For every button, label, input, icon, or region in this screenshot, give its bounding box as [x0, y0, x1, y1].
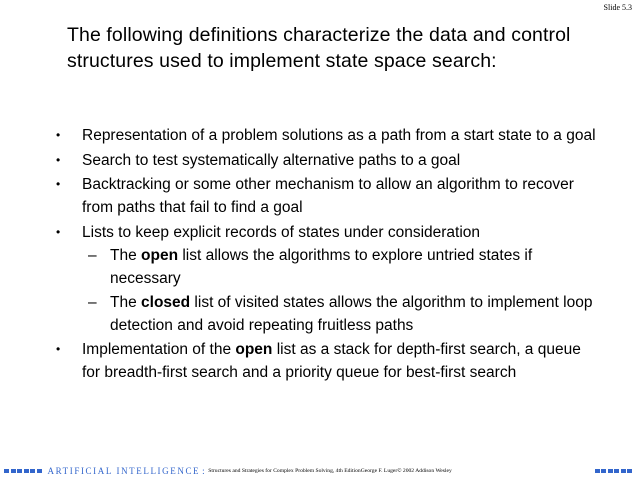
slide-footer — [0, 465, 640, 477]
sub-bullet-bold-term: open — [141, 246, 179, 264]
dash-marker: – — [88, 246, 97, 264]
sub-bullet-bold-term: closed — [141, 293, 191, 311]
bullet-item — [56, 149, 601, 172]
sub-bullet-text-post: list allows the algorithms to explore untried states if necessary — [110, 246, 533, 287]
slide-number: Slide 5.3 — [603, 3, 632, 12]
bullet-item — [56, 124, 601, 147]
square-icon — [614, 469, 619, 473]
square-icon — [37, 469, 42, 473]
footer-colon: : — [202, 466, 207, 476]
sub-bullet-item — [82, 291, 601, 337]
bullet-item — [56, 338, 601, 384]
square-icon — [627, 469, 632, 473]
sub-bullet-text-pre: The — [110, 293, 142, 311]
footer-squares-left — [4, 469, 42, 473]
sub-bullet-text-post: list of visited states allows the algorithm to implement loop detection and avoid repeating fruitless paths — [110, 293, 593, 334]
footer-ai-label: ARTIFICIAL INTELLIGENCE — [47, 466, 201, 476]
bullet-marker: • — [56, 224, 61, 239]
square-icon — [4, 469, 9, 473]
bullet-marker: • — [56, 177, 61, 191]
footer-book-title: Structures and Strategies for Complex Problem Solving, 4th Edition — [208, 468, 361, 474]
footer-squares-right — [595, 469, 633, 473]
bullet-marker: • — [56, 342, 61, 356]
square-icon — [17, 469, 22, 473]
bullet-item — [56, 221, 601, 337]
bullet-text: Backtracking or some other mechanism to allow an algorithm to recover from paths that fail to find a goal — [82, 176, 574, 216]
footer-copyright: © 2002 Addison Wesley — [397, 468, 452, 474]
square-icon — [11, 469, 16, 473]
bullet-item — [56, 173, 601, 219]
footer-author: George F. Luger — [360, 468, 398, 474]
bullet-text: Lists to keep explicit records of states under consideration — [82, 223, 481, 241]
bullet-bold-term: open — [235, 341, 273, 358]
bullet-text: Representation of a problem solutions as a path from a start state to a goal — [82, 127, 596, 144]
bullet-marker: • — [56, 128, 61, 142]
square-icon — [24, 469, 29, 473]
square-icon — [621, 469, 626, 473]
slide-title: The following definitions characterize the data and control structures used to implement state space search: — [67, 24, 571, 72]
bullet-text: Search to test systematically alternative paths to a goal — [82, 151, 461, 169]
square-icon — [595, 469, 600, 473]
bullet-text-post: list as a stack for depth-first search, a queue for breadth-first search and a priority queue for best-first search — [82, 341, 581, 381]
dash-marker: – — [88, 293, 97, 311]
sub-bullet-text-pre: The — [110, 246, 142, 264]
square-icon — [608, 469, 613, 473]
bullet-text-pre: Implementation of the — [82, 341, 236, 358]
sub-bullet-list — [82, 244, 601, 337]
square-icon — [30, 469, 35, 473]
square-icon — [601, 469, 606, 473]
bullet-list — [56, 124, 601, 386]
bullet-marker: • — [56, 152, 61, 167]
sub-bullet-item — [82, 244, 601, 290]
